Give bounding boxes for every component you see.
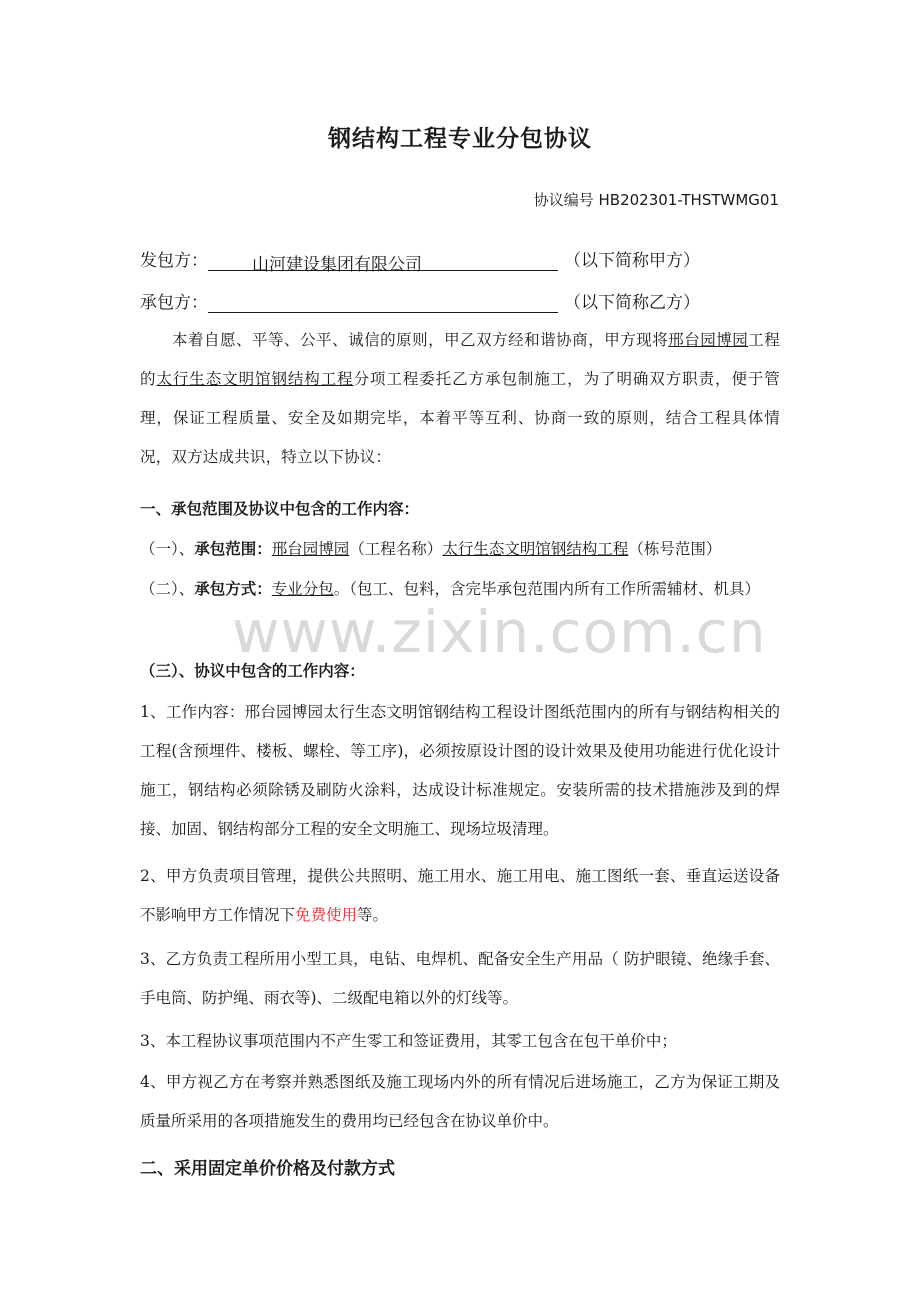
subcontractor-line bbox=[140, 288, 700, 313]
intro-text-1: 本着自愿、平等、公平、诚信的原则，甲乙双方经和谐协商，甲方现将 bbox=[172, 331, 669, 349]
item2-prefix: （二）、 bbox=[140, 580, 195, 598]
document-title: 钢结构工程专业分包协议 bbox=[328, 126, 592, 152]
section1-heading: 一、承包范围及协议中包含的工作内容： bbox=[140, 499, 420, 518]
contractor-label: 发包方： bbox=[140, 251, 208, 271]
agreement-number: 协议编号 HB202301-THSTWMG01 bbox=[533, 191, 779, 209]
item1-prefix: （一）、 bbox=[140, 540, 195, 558]
item1-building-note: （栋号范围） bbox=[628, 540, 722, 558]
clause2-text-2: 等。 bbox=[357, 906, 389, 924]
contractor-line bbox=[140, 246, 700, 275]
subcontractor-label: 承包方： bbox=[140, 293, 208, 313]
clause-1: 1、工作内容：邢台园博园太行生态文明馆钢结构工程设计图纸范围内的所有与钢结构相关的工程(含预埋件、楼板、螺栓、等工序)，必须按原设计图的设计效果及使用功能进行优化设计施工，钢结构必须除锈及刷防火涂料，达成设计标准规定。安装所需的技术措施涉及到的焊接、加固、钢结构部分工程的安全文明施工、现场垃圾清理。 bbox=[140, 703, 780, 838]
subcontractor-value bbox=[208, 292, 558, 313]
clause-4: 4、甲方视乙方在考察并熟悉图纸及施工现场内外的所有情况后进场施工，乙方为保证工期及质量所采用的各项措施发生的费用均已经包含在协议单价中。 bbox=[140, 1073, 780, 1130]
watermark: www.zixin.com.cn bbox=[232, 598, 767, 666]
intro-text-3: 分项工程委托乙方承包制施工，为了明确双方职责，便于管理，保证工程质量、安全及如期完毕，本着平等互利、协商一致的原则，结合工程具体情况，双方达成共识，特立以下协议： bbox=[140, 370, 781, 466]
contractor-suffix: （以下简称甲方） bbox=[564, 251, 700, 271]
clause2-text-1: 2、甲方负责项目管理，提供公共照明、施工用水、施工用电、施工图纸一套、垂直运送设备不影响甲方工作情况下 bbox=[140, 867, 780, 924]
section2-heading: 二、采用固定单价价格及付款方式 bbox=[140, 1159, 395, 1179]
item2-mode: 专业分包 bbox=[271, 580, 334, 598]
subcontractor-suffix: （以下简称乙方） bbox=[564, 293, 700, 313]
intro-text-2: 工程的 bbox=[140, 331, 780, 388]
item2-label: 承包方式： bbox=[194, 579, 272, 598]
item3-heading: （三）、协议中包含的工作内容： bbox=[140, 661, 365, 680]
intro-paragraph bbox=[140, 321, 780, 477]
contractor-value: 山河建设集团有限公司 bbox=[208, 250, 558, 271]
item1-project: 邢台园博园 bbox=[271, 540, 350, 558]
item1-label: 承包范围： bbox=[194, 539, 272, 558]
item2-text: 。（包工、包料，含完毕承包范围内所有工作所需辅材、机具） bbox=[333, 580, 761, 598]
item1-project-note: （工程名称） bbox=[349, 540, 443, 558]
clause2-highlight: 免费使用 bbox=[295, 906, 358, 924]
clause-2 bbox=[140, 857, 780, 935]
item1-building: 太行生态文明馆钢结构工程 bbox=[442, 540, 629, 558]
intro-project: 邢台园博园 bbox=[668, 331, 749, 349]
scope-line bbox=[140, 537, 721, 559]
clause-3a: 3、乙方负责工程所用小型工具，电钻、电焊机、配备安全生产用品（ 防护眼镜、绝缘手套、手电筒、防护绳、雨衣等)、二级配电箱以外的灯线等。 bbox=[140, 950, 780, 1007]
clause-3b: 3、本工程协议事项范围内不产生零工和签证费用，其零工包含在包干单价中； bbox=[140, 1032, 677, 1050]
intro-scope: 太行生态文明馆钢结构工程 bbox=[156, 370, 354, 388]
